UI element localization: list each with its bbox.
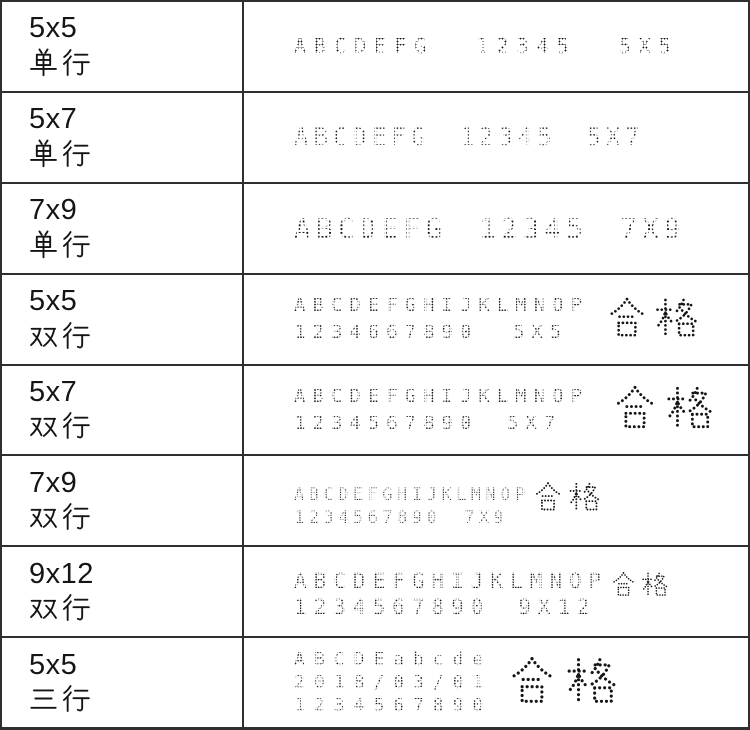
matrix-size-label: 5x7 [29, 375, 78, 408]
table-row [2, 184, 748, 275]
pass-mark [506, 655, 616, 710]
sample-text: 1234667890 5X5 [294, 319, 568, 346]
row-label-cell [2, 366, 244, 455]
line-mode-label [29, 138, 242, 172]
pass-mark [611, 384, 713, 435]
sample-text: ABCDEFG 12345 5X7 [294, 123, 645, 152]
row-label-cell [2, 275, 244, 364]
sample-text: ABCDEFG 12345 7X9 [294, 211, 686, 245]
line-mode-label [29, 229, 242, 263]
matrix-size-label: 7x9 [29, 466, 78, 499]
pass-mark [610, 571, 667, 600]
sample-cell [244, 275, 748, 364]
line-mode-label [29, 47, 242, 81]
sample-text: ABCDEFG 12345 5X5 [294, 34, 679, 59]
sample-text: 1234567890 5X7 [294, 410, 562, 437]
line-mode-label [29, 593, 242, 627]
sample-cell [244, 184, 748, 273]
table-row [2, 456, 748, 547]
sample-text: ABCDEFGHIJKLMNOP [294, 292, 589, 319]
sample-text: ABCDEFGHIJKLMNOP [294, 484, 530, 505]
sample-text: 1234567890 [294, 695, 493, 717]
sample-cell [244, 2, 748, 91]
row-label-cell [2, 93, 244, 182]
sample-cell [244, 93, 748, 182]
pass-mark [532, 481, 600, 514]
matrix-size-label: 5x5 [29, 285, 78, 318]
sample-text: 2018/03/01 [294, 672, 493, 694]
table-row [2, 547, 748, 638]
sample-text: 1234567890 9X12 [294, 594, 597, 619]
matrix-size-label: 7x9 [29, 194, 78, 227]
sample-cell [244, 638, 748, 727]
matrix-size-label: 5x5 [29, 12, 78, 45]
sample-cell [244, 366, 748, 455]
matrix-size-label: 5x7 [29, 103, 78, 136]
table-row [2, 638, 748, 728]
row-label-cell [2, 638, 244, 727]
sample-text: 1234567890 7X9 [294, 507, 509, 528]
sample-cell [244, 456, 748, 545]
sample-text: ABCDEFGHIJKLMNOP [294, 568, 609, 593]
sample-cell [244, 547, 748, 636]
table-row [2, 93, 748, 184]
table-row [2, 366, 748, 457]
row-label-cell [2, 547, 244, 636]
row-label-cell [2, 456, 244, 545]
matrix-size-label: 9x12 [29, 557, 94, 590]
matrix-size-label: 5x5 [29, 648, 78, 681]
row-label-cell [2, 2, 244, 91]
line-mode-label [29, 684, 242, 718]
table-row [2, 2, 748, 93]
sample-text: ABCDEFGHIJKLMNOP [294, 383, 589, 410]
row-label-cell [2, 184, 244, 273]
sample-text: ABCDEabcde [294, 649, 493, 671]
line-mode-label [29, 320, 242, 354]
line-mode-label [29, 502, 242, 536]
table-row [2, 275, 748, 366]
line-mode-label [29, 411, 242, 445]
pass-mark [605, 296, 698, 343]
